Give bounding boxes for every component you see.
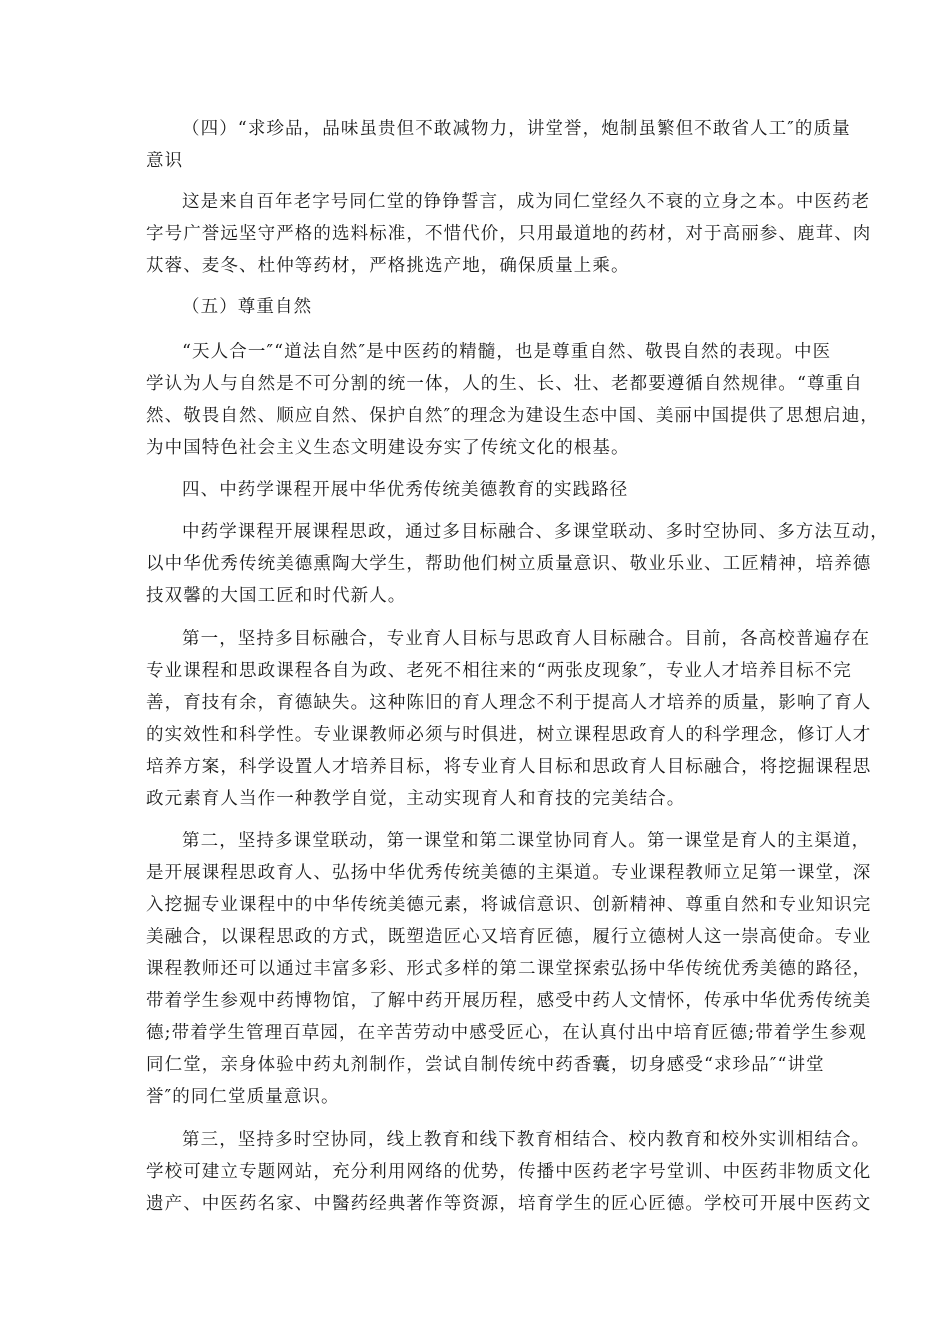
text-line: （五）尊重自然: [182, 297, 313, 317]
text-line: 学认为人与自然是不可分割的统一体，人的生、长、壮、老都要遵循自然规律。“尊重自: [146, 374, 863, 394]
text-line: 遗产、中医药名家、中醫药经典著作等资源，培育学生的匠心匠德。学校可开展中医药文: [146, 1194, 872, 1214]
subheading-four: [146, 113, 851, 177]
text-line: 学校可建立专题网站，充分利用网络的优势，传播中医药老字号堂训、中医药非物质文化: [146, 1162, 872, 1182]
text-line: 是开展课程思政育人、弘扬中华优秀传统美德的主渠道。专业课程教师立足第一课堂，深: [146, 863, 872, 883]
text-line: 政元素育人当作一种教学自觉，主动实现育人和育技的完美结合。: [146, 789, 686, 809]
text-line: 课程教师还可以通过丰富多彩、形式多样的第二课堂探索弘扬中华传统优秀美德的路径，: [146, 959, 872, 979]
text-line: 入挖掘专业课程中的中华传统美德元素，将诚信意识、创新精神、尊重自然和专业知识完: [146, 895, 872, 915]
text-line: （四）“求珍品，品味虽贵但不敢减物力，讲堂誉，炮制虽繁但不敢省人工″的质量: [182, 119, 851, 139]
text-line: 的实效性和科学性。专业课教师必须与时俱进，树立课程思政育人的科学理念，修订人才: [146, 725, 872, 745]
text-line: 这是来自百年老字号同仁堂的铮铮誓言，成为同仁堂经久不衰的立身之本。中医药老: [182, 192, 871, 212]
text-line: 四、中药学课程开展中华优秀传统美德教育的实践路径: [182, 480, 629, 500]
text-line: 苁蓉、麦冬、杜仲等药材，严格挑选产地，确保质量上乘。: [146, 256, 630, 276]
paragraph-second: [146, 825, 872, 1113]
text-line: 第二，坚持多课堂联动，第一课堂和第二课堂协同育人。第一课堂是育人的主渠道，: [182, 831, 871, 851]
text-line: 中药学课程开展课程思政，通过多目标融合、多课堂联动、多时空协同、多方法互动，: [182, 522, 889, 542]
text-line: 然、敬畏自然、顺应自然、保护自然″的理念为建设生态中国、美丽中国提供了思想启迪，: [146, 406, 880, 426]
text-line: 同仁堂，亲身体验中药丸剂制作，尝试自制传统中药香囊，切身感受“求珍品″“讲堂: [146, 1055, 825, 1075]
text-line: 美融合，以课程思政的方式，既塑造匠心又培育匠德，履行立德树人这一崇高使命。专业: [146, 927, 872, 947]
paragraph-third: [146, 1124, 872, 1220]
text-line: 专业课程和思政课程各自为政、老死不相往来的“两张皮现象″，专业人才培养目标不完: [146, 661, 852, 681]
text-line: 以中华优秀传统美德熏陶大学生，帮助他们树立质量意识、敬业乐业、工匠精神，培养德: [146, 554, 872, 574]
text-line: 意识: [146, 151, 184, 171]
section-heading-four: [146, 474, 806, 506]
paragraph-first: [146, 623, 872, 815]
text-line: 字号广誉远坚守严格的选料标准，不惜代价，只用最道地的药材，对于高丽参、鹿茸、肉: [146, 224, 872, 244]
text-line: 带着学生参观中药博物馆，了解中药开展历程，感受中药人文情怀，传承中华优秀传统美: [146, 991, 872, 1011]
text-line: 第一，坚持多目标融合，专业育人目标与思政育人目标融合。目前，各高校普遍存在: [182, 629, 871, 649]
text-line: 善，育技有余，育德缺失。这种陈旧的育人理念不利于提高人才培养的质量，影响了育人: [146, 693, 872, 713]
text-line: 技双馨的大国工匠和时代新人。: [146, 586, 407, 606]
text-line: 为中国特色社会主义生态文明建设夯实了传统文化的根基。: [146, 438, 630, 458]
text-line: 培养方案，科学设置人才培养目标，将专业育人目标和思政育人目标融合，将挖掘课程思: [146, 757, 872, 777]
paragraph-intro: [146, 516, 889, 612]
text-line: 德;带着学生管理百草园，在辛苦劳动中感受匠心，在认真付出中培育匠德;带着学生参观: [146, 1023, 867, 1043]
subheading-five: [146, 291, 806, 323]
paragraph-tongrentang: [146, 186, 872, 282]
text-line: 第三，坚持多时空协同，线上教育和线下教育相结合、校内教育和校外实训相结合。: [182, 1130, 871, 1150]
paragraph-nature: [146, 336, 880, 464]
text-line: “天人合一″“道法自然″是中医药的精髓，也是尊重自然、敬畏自然的表现。中医: [182, 342, 832, 362]
text-line: 誉″的同仁堂质量意识。: [146, 1087, 340, 1107]
